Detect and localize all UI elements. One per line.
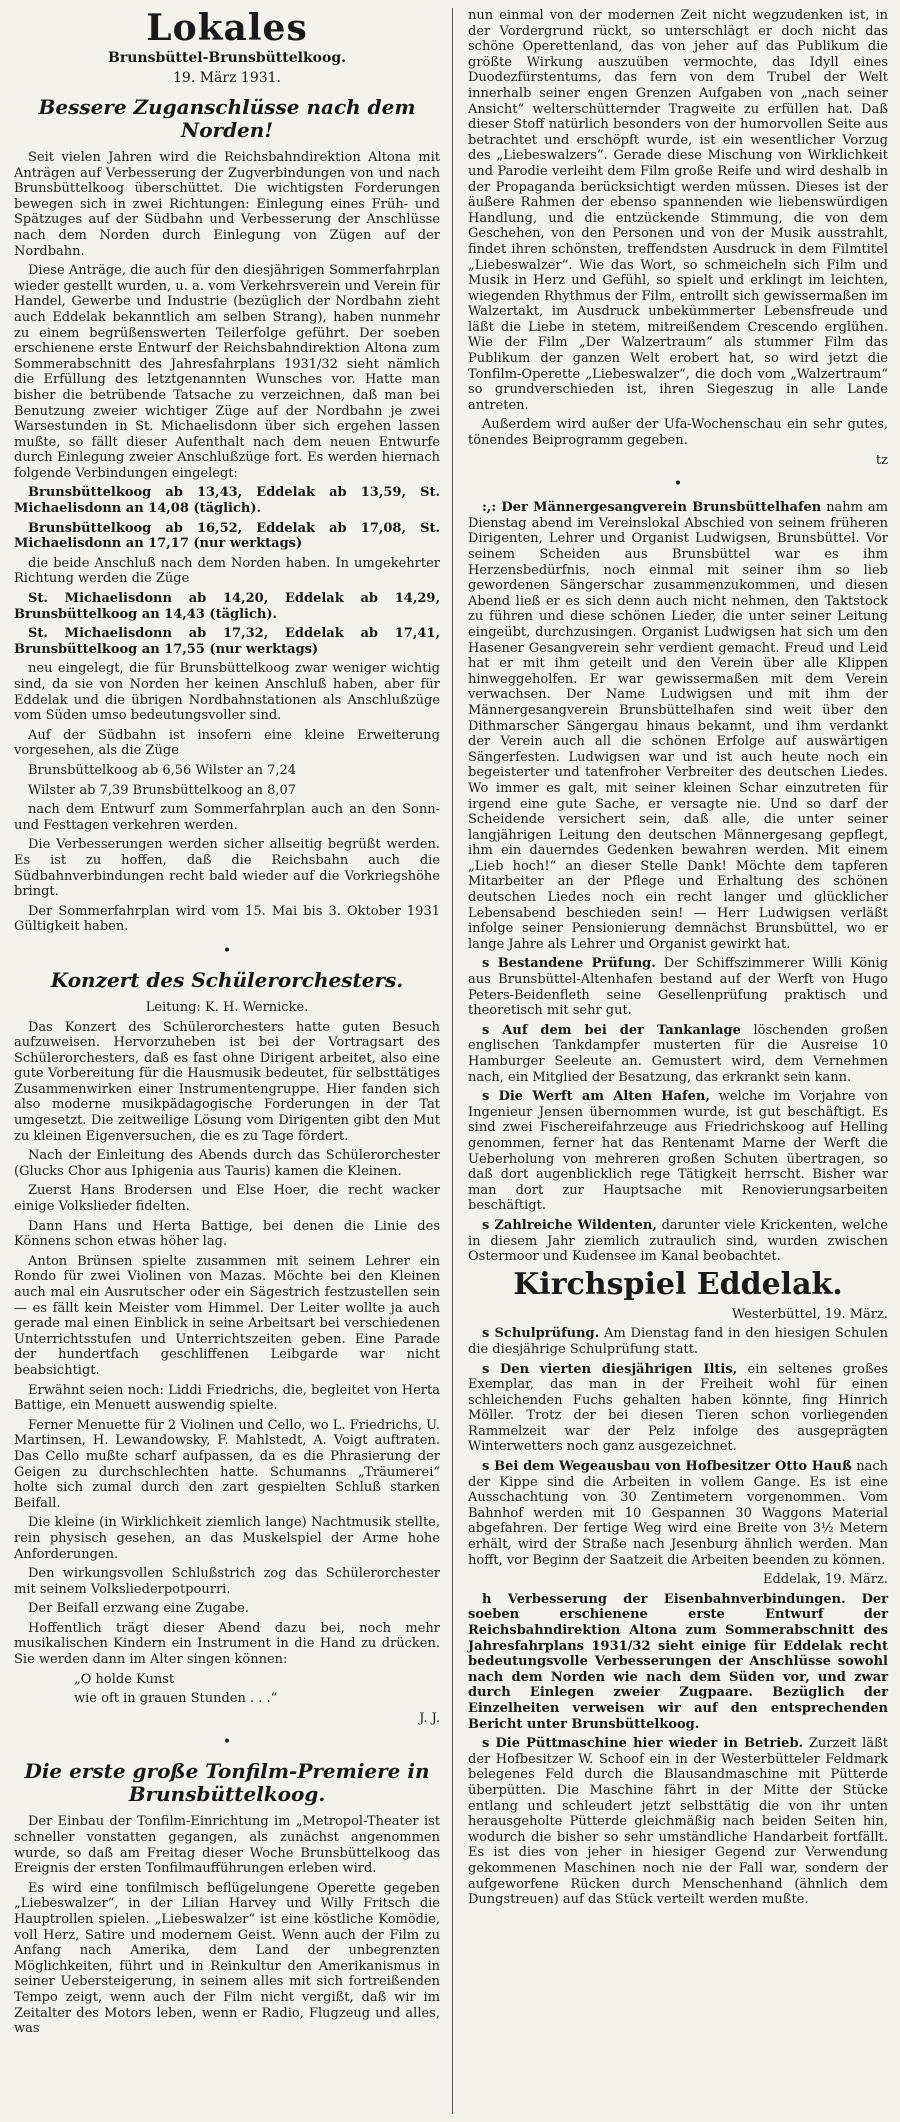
paragraph: Der Sommerfahrplan wird vom 15. Mai bis 3. Oktober 1931 Gültigkeit haben. xyxy=(14,903,440,935)
notice-text: löschenden großen englischen Tankdampfer musterten für die Ausreise 10 Hamburger Seeleute an. Gemustert wird, dem Vernehmen nach, ein Mitglied der Besatzung, das erkrankt sein kann. xyxy=(468,1022,888,1085)
left-column xyxy=(14,8,440,2041)
column-rule xyxy=(452,8,453,2114)
notice-text: ein seltenes großes Exemplar, das man in der Freiheit wohl für einen schleichenden Fuchs gehalten haben könnte, fing Hinrich Möller. Trotz der bei diesen Tieren schon vorliegenden Rammelzeit war der Pelz infolge des ausgeprägten Winterwetters noch ganz ausgezeichnet. xyxy=(468,1361,888,1455)
notice xyxy=(468,1218,888,1265)
separator-dots: • xyxy=(222,1734,232,1751)
notice-text: Zurzeit läßt der Hofbesitzer W. Schoof ein in der Westerbütteler Feldmark belegenes Feld durch die Blausandmaschine mit Pütterde überpütten. Die Maschine fährt in der Mitte der Stücke entlang und schleudert jetzt selbsttätig die von ihr unten herausgeholte Pütterde gleichmäßig nach beiden Seiten hin, wodurch die bisher so sehr umständliche Handarbeit fortfällt. Es ist dies von jeher in hiesiger Gegend zur Verwendung gekommenen Maschinen noch nie der Fall war, sondern der aufgeworfene Rücken durch Menschenhand (ähnlich dem Dungstreuen) auf das Stück verteilt werden mußte. xyxy=(468,1736,888,1908)
headline-konzert: Konzert des Schülerorchesters. xyxy=(50,967,404,992)
notice-lead: s Auf dem bei der Tankanlage xyxy=(482,1022,741,1038)
paragraph: Auf der Südbahn ist insofern eine kleine Erweiterung vorgesehen, als die Züge xyxy=(14,727,440,759)
timetable-line: Brunsbüttelkoog ab 6,56 Wilster an 7,24 xyxy=(28,762,297,778)
paragraph: Erwähnt seien noch: Liddi Friedrichs, die, begleitet von Herta Battige, ein Menuett auswendig spielte. xyxy=(14,1382,440,1414)
timetable-line: Brunsbüttelkoog ab 13,43, Eddelak ab 13,59, St. Michaelisdonn an 14,08 (täglich). xyxy=(14,485,440,517)
notice-lead: s Bestandene Prüfung. xyxy=(482,956,656,972)
notice-text: darunter viele Krickenten, welche in diesem Jahr ziemlich zutraulich sind, wurden zwischen Ostermoor und Kudensee im Kanal beobachtet. xyxy=(468,1217,888,1265)
timetable-line: St. Michaelisdonn ab 17,32, Eddelak ab 17,41, Brunsbüttelkoog an 17,55 (nur werktags) xyxy=(14,626,440,657)
separator-dots: • xyxy=(222,942,232,959)
paragraph: Die kleine (in Wirklichkeit ziemlich lange) Nachtmusik stellte, rein physisch gesehen, an das Muskelspiel der Arme hohe Anforderungen. xyxy=(14,1515,440,1562)
section-subtitle: Brunsbüttel-Brunsbüttelkoog. xyxy=(108,50,346,66)
section-date: 19. März 1931. xyxy=(173,70,281,86)
paragraph: nach dem Entwurf zum Sommerfahrplan auch an den Sonn- und Festtagen verkehren werden. xyxy=(14,802,440,833)
dateline: Eddelak, 19. März. xyxy=(763,1572,888,1588)
paragraph: Diese Anträge, die auch für den diesjährigen Sommerfahrplan wieder gestellt wurden, u. a. vom Verkehrsverein und Verein für Handel, Gewerbe und Industrie (bezüglich der Nordbahn zieht auch Eddelak bekanntlich am selben Strang), haben nunmehr zu einem begrüßenswerten Teilerfolge geführt. Der soeben erschienene erste Entwurf der Reichsbahndirektion Altona zum Sommerabschnitt des Jahresfahrplans 1931/32 sieht nämlich die Erfüllung des letztgenannten Wunsches vor. Hatte man bisher die betrübende Tatsache zu verzeichnen, daß man bei Benutzung zweier wichtiger Züge auf der Nordbahn je zwei Warsestunden in St. Michaelisdonn über sich ergehen lassen mußte, so fällt dieser Aufenthalt nach dem neuen Entwurfe durch Einlegung zweier Anschlußzüge fort. Es werden hiernach folgende Verbindungen eingelegt: xyxy=(14,263,440,481)
notice-lead: h Verbesserung der Eisenbahnverbindungen. xyxy=(482,1591,846,1607)
timetable-line: St. Michaelisdonn ab 14,20, Eddelak ab 14,29, Brunsbüttelkoog an 14,43 (täglich). xyxy=(14,591,440,622)
notice-text: Der soeben erschienene erste Entwurf der Reichsbahndirektion Altona zum Sommerabschnitt des Jahresfahrplans 1931/32 sieht einige für Eddelak recht bedeutungsvolle Verbesserungen der Anschlüsse sowohl nach dem Norden wie nach dem Süden vor, und zwar durch Einlegen zweier Zugpaare. Bezüglich der Einzelheiten verweisen wir auf den entsprechenden Bericht unter Brunsbüttelkoog. xyxy=(468,1591,889,1732)
paragraph: Die Verbesserungen werden sicher allseitig begrüßt werden. Es ist zu hoffen, daß die Reichsbahn auch die Südbahnverbindungen recht bald wieder auf die Vorkriegshöhe bringt. xyxy=(14,837,440,900)
paragraph: Anton Brünsen spielte zusammen mit seinem Lehrer ein Rondo für zwei Violinen von Mazas. Möchte bei den Kleinen auch mal ein Ausrutscher oder ein Sägestrich festzustellen sein — es fällt kein Meister vom Himmel. Der Leiter wollte ja auch gerade mal einen Einblick in seine Arbeitsart bei verschiedenen Unterrichtsstufen und Unterrichtszeiten geben. Eine Parade der hundertfach geschliffenen Leibgarde war nicht beabsichtigt. xyxy=(14,1253,440,1378)
notice-lead: s Bei dem Wegeausbau von Hofbesitzer Otto Hauß xyxy=(482,1459,852,1475)
paragraph: Den wirkungsvollen Schlußstrich zog das Schülerorchester mit seinem Volksliederpotpourri. xyxy=(14,1566,440,1597)
notice-lead: s Die Werft am Alten Hafen, xyxy=(482,1089,710,1105)
paragraph: Der Beifall erzwang eine Zugabe. xyxy=(28,1601,250,1617)
timetable-line: Wilster ab 7,39 Brunsbüttelkoog an 8,07 xyxy=(28,782,297,798)
notice-text: nahm am Dienstag abend im Vereinslokal Abschied von seinem früheren Dirigenten, Lehrer und Organist Ludwigsen, Brunsbüttel. Vor seinem Scheiden aus Brunsbüttel war es ihm Herzensbedürfnis, noch einmal mit seiner ihm so lieb gewordenen Sängerschar zusammenzukommen, und diesen Abend ließ er es sich denn auch nicht nehmen, den Taktstock zu führen und diese schönen Lieder, die unter seiner Leitung eingeübt, durchzusingen. Organist Ludwigsen hat sich um den Hasener Gesangverein sehr verdient gemacht. Freud und Leid hat er mit ihm geteilt und den Verein über alle Klippen hinweggeholfen. Er war gewissermaßen mit dem Verein verwachsen. Der Name Ludwigsen und mit ihm der Männergesangverein Brunsbüttelhafen sind weit über den Dithmarscher Sängergau hinaus bekannt, und ihm verdankt der Verein auch all die schönen Erfolge auf auswärtigen Sängerfesten. Ludwigsen war und ist auch heute noch ein begeisterter und tatenfroher Verbreiter des deutschen Liedes. Wo immer es galt, mit seiner kleinen Schar einzutreten für irgend eine gute Sache, er versagte nie. Und so darf der Scheidende versichert sein, daß alle, die unter seiner langjährigen Leitung den deutschen Männergesang gepflegt, ihm ein dauerndes Gedenken bewahren werden. Mit einem „Lieb hoch!“ an dieser Stelle Dank! Möchte dem tapferen Mitarbeiter an der Pflege und Erhaltung des schönen deutschen Liedes noch ein recht langer und glücklicher Lebensabend beschieden sein! — Herr Ludwigsen verläßt infolge seiner Pensionierung demnächst Brunsbüttel, wo er lange Jahre als Lehrer und Organist gewirkt hat. xyxy=(468,500,888,952)
section-masthead: Lokales xyxy=(146,7,308,49)
paragraph: Hoffentlich trägt dieser Abend dazu bei, noch mehr musikalischen Kindern ein Instrument in die Hand zu drücken. Sie werden dann im Alter singen können: xyxy=(14,1620,440,1668)
paragraph: neu eingelegt, die für Brunsbüttelkoog zwar weniger wichtig sind, da sie von Norden her keinen Anschluß haben, aber für Eddelak und die übrigen Nordbahnstationen als Anschlußzüge vom Süden umso bedeutungsvoller sind. xyxy=(14,661,440,724)
notice xyxy=(468,1592,888,1732)
notice xyxy=(468,1023,888,1085)
verse-line: wie oft in grauen Stunden . . .“ xyxy=(74,1691,278,1707)
notice-text: Der Schiffszimmerer Willi König aus Brunsbüttel-Altenhafen bestand auf der Werft von Hugo Peters-Beidenfleth seine Gesellenprüfung praktisch und theoretisch mit sehr gut. xyxy=(468,956,888,1019)
paragraph: die beide Anschluß nach dem Norden haben. In umgekehrter Richtung werden die Züge xyxy=(14,555,440,587)
notice-lead: s Die Püttmaschine hier wieder in Betrieb. xyxy=(482,1736,804,1752)
right-column xyxy=(468,8,888,1912)
verse-line: „O holde Kunst xyxy=(74,1671,175,1687)
notice-text: nach der Kippe sind die Arbeiten in vollem Gange. Es ist eine Ausschachtung von 30 Zentimetern vorgenommen. Vom Bahnhof werden mit 10 Gespannen 30 Waggons Material abgefahren. Der fertige Weg wird eine Breite von 3½ Metern erhält, wird der Straße nach Jesenburg ähnlich werden. Man hofft, vor Beginn der Saatzeit die Arbeiten beenden zu können. xyxy=(468,1459,888,1568)
notice xyxy=(468,1089,888,1214)
notice xyxy=(468,1459,888,1568)
notice-lead: s Schulprüfung. xyxy=(482,1326,600,1342)
byline: Leitung: K. H. Wernicke. xyxy=(145,999,309,1015)
paragraph: Zuerst Hans Brodersen und Else Hoer, die recht wacker einige Volkslieder fidelten. xyxy=(14,1183,440,1215)
paragraph: Außerdem wird außer der Ufa-Wochenschau ein sehr gutes, tönendes Beiprogramm gegeben. xyxy=(468,417,888,449)
paragraph: Seit vielen Jahren wird die Reichsbahndirektion Altona mit Anträgen auf Verbesserung der Zugverbindungen von und nach Brunsbüttelkoog überschüttet. Die wichtigsten Forderungen bewegen sich in zwei Richtungen: Einlegung eines Früh- und Spätzuges auf der Südbahn und Verbesserung der Anschlüsse nach dem Norden durch Einlegung von Zügen auf der Nordbahn. xyxy=(14,150,440,259)
headline-zuganschluesse: Bessere Zuganschlüsse nach dem Norden! xyxy=(38,95,416,142)
notice-lead: :,: Der Männergesangverein Brunsbüttelhafen xyxy=(482,500,822,516)
notice xyxy=(468,1736,888,1908)
notice-text: welche im Vorjahre von Ingenieur Jensen übernommen wurde, ist gut beschäftigt. Es sind zwei Fischereifahrzeuge aus Friedrichskoog auf Helling genommen, ferner hat das Rentenamt Marne der Werft die Ueberholung von mehreren großen Schuten übertragen, so daß dort augenblicklich rege Tätigkeit herrscht. Bisher war man dort zur Hauptsache mit Renovierungsarbeiten beschäftigt. xyxy=(468,1089,888,1214)
paragraph: Das Konzert des Schülerorchesters hatte guten Besuch aufzuweisen. Hervorzuheben ist bei der Vortragsart des Schülerorchesters, daß es fast ohne Dirigent arbeitet, also eine gute Vorbereitung für die Hausmusik bedeutet, für selbsttätiges Zusammenwirken einer Instrumentengruppe. Hier fanden sich also moderne musikpädagogische Forderungen in der Tat umgesetzt. Die zeitweilige Lösung vom Dirigenten gibt den Mut zu kleinen Eigenversuchen, die es zu Tage fördert. xyxy=(14,1019,440,1144)
paragraph: nun einmal von der modernen Zeit nicht wegzudenken ist, in der Vordergrund rückt, so unterschlägt er doch nicht das schöne Operettenland, das von jeher auf das Publikum die größte Wirkung auszuüben vermochte, das Idyll eines Duodezfürstentums, das fern von dem Trubel der Welt innerhalb seiner engen Grenzen Aufgaben von „nach seiner Ansicht“ welterschütternder Tragweite zu erfüllen hat. Daß dieser Stoff natürlich besonders von der humorvollen Seite aus betrachtet und erschöpft wurde, ist ein wesentlicher Vorzug des „Liebeswalzers“. Gerade diese Mischung von Wirklichkeit und Parodie verleiht dem Film große Reife und wird deshalb in der Propaganda berücksichtigt werden müssen. Dieses ist der äußere Rahmen der ebenso spannenden wie liebenswürdigen Handlung, und die entzückende Stimmung, die von dem Geschehen, von den Personen und von der Musik ausstrahlt, findet ihren schönsten, treffendsten Ausdruck in dem Filmtitel „Liebeswalzer“. Wie das Wort, so schmeicheln sich Film und Musik in Herz und Gefühl, so spielt und erklingt im leichten, wiegenden Rhythmus der Film, entrollt sich gewissermaßen im Walzertakt, im Ausdruck unbekümmerter Lebensfreude und läßt die Liebe in stetem, mitreißendem Crescendo erglühen. Wie der Film „Der Walzertraum“ als stummer Film das Publikum der ganzen Welt erobert hat, so wird jetzt die Tonfilm-Operette „Liebeswalzer“, die doch vom „Walzertraum“ so grundverschieden ist, ihren Siegeszug in alle Lande antreten. xyxy=(468,8,888,413)
notice xyxy=(468,956,888,1018)
author-tag: tz xyxy=(875,452,888,468)
paragraph: Es wird eine tonfilmisch beflügelungene Operette gegeben „Liebeswalzer“, in der Lilian Harvey und Willy Fritsch die Hauptrollen spielen. „Liebeswalzer“ ist eine köstliche Komödie, voll Herz, Satire und modernem Geist. Wenn auch der Film zu Anfang nach Amerika, dem Land der unbegrenzten Möglichkeiten, führt und in Reinkultur den Amerikanismus in seiner Uebersteigerung, in seinem alles mit sich fortreißenden Tempo zeigt, wenn auch der Film nicht vergißt, daß wir im Zeitalter des Motors leben, wenn er Radio, Flugzeug und alles, was xyxy=(14,1880,440,2037)
signature: J. J. xyxy=(419,1710,440,1726)
notice xyxy=(468,500,888,952)
paragraph: Dann Hans und Herta Battige, bei denen die Linie des Könnens schon etwas höher lag. xyxy=(14,1218,440,1250)
paragraph: Nach der Einleitung des Abends durch das Schülerorchester (Glucks Chor aus Iphigenia aus Tauris) kamen die Kleinen. xyxy=(14,1148,440,1179)
notice-text: Am Dienstag fand in den hiesigen Schulen die diesjährige Schulprüfung statt. xyxy=(468,1326,888,1357)
notice-lead: s Den vierten diesjährigen Iltis, xyxy=(482,1361,738,1377)
notice xyxy=(468,1326,888,1357)
timetable-line: Brunsbüttelkoog ab 16,52, Eddelak ab 17,08, St. Michaelisdonn an 17,17 (nur werktags) xyxy=(14,520,440,552)
paragraph: Der Einbau der Tonfilm-Einrichtung im „Metropol-Theater ist schneller vonstatten gegangen, als zunächst angenommen wurde, so daß am Freitag dieser Woche Brunsbüttelkoog das Ereignis der ersten Tonfilmaufführungen erleben wird. xyxy=(14,1814,440,1877)
notice-lead: s Zahlreiche Wildenten, xyxy=(482,1217,657,1233)
headline-tonfilm: Die erste große Tonfilm-Premiere in Brunsbüttelkoog. xyxy=(24,1759,430,1807)
dateline: Westerbüttel, 19. März. xyxy=(731,1306,888,1322)
separator-dots: • xyxy=(673,476,683,493)
notice xyxy=(468,1362,888,1456)
paragraph: Ferner Menuette für 2 Violinen und Cello, wo L. Friedrichs, U. Martinsen, H. Lewandowsky, F. Mahlstedt, A. Voigt auftraten. Das Cello mußte scharf aufpassen, da es die Phrasierung der Geigen zu durchschlechten hatte. Schumanns „Träumerei“ holte sich zumal durch den zart gespielten Schluß starken Beifall. xyxy=(14,1417,440,1511)
headline-kirchspiel: Kirchspiel Eddelak. xyxy=(513,1266,843,1302)
